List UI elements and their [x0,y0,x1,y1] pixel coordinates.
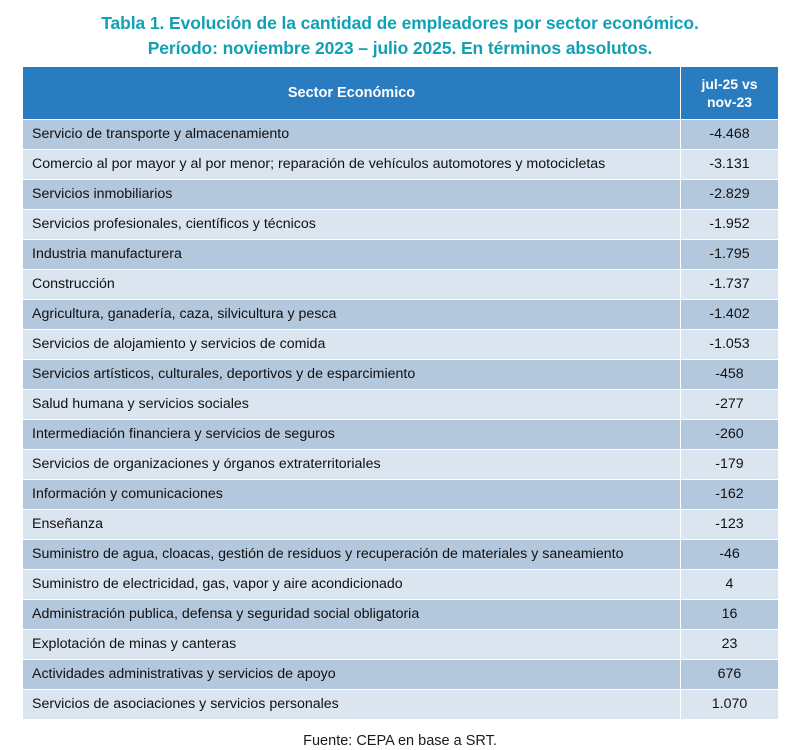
cell-value: 23 [681,630,779,660]
cell-value: -1.053 [681,330,779,360]
table-row [23,360,779,390]
cell-value: -458 [681,360,779,390]
page-title-line-2: Período: noviembre 2023 – julio 2025. En términos absolutos. [147,38,653,58]
cell-sector: Salud humana y servicios sociales [23,390,681,420]
table-row [23,570,779,600]
table-row [23,180,779,210]
cell-sector: Industria manufacturera [23,240,681,270]
cell-sector: Agricultura, ganadería, caza, silvicultura y pesca [23,300,681,330]
cell-sector: Suministro de electricidad, gas, vapor y aire acondicionado [23,570,681,600]
table-header [23,67,779,120]
cell-sector: Administración publica, defensa y seguridad social obligatoria [23,600,681,630]
cell-value: -1.795 [681,240,779,270]
cell-sector: Servicios de asociaciones y servicios personales [23,690,681,720]
cell-value: 1.070 [681,690,779,720]
page-title-line-1: Tabla 1. Evolución de la cantidad de empleadores por sector económico. [101,13,699,33]
table-row [23,510,779,540]
page-title [0,0,800,61]
table-container [22,66,778,720]
cell-sector: Construcción [23,270,681,300]
cell-value: -3.131 [681,150,779,180]
table-row [23,420,779,450]
cell-value: -123 [681,510,779,540]
cell-sector: Servicios de alojamiento y servicios de comida [23,330,681,360]
table-row [23,210,779,240]
cell-value: -46 [681,540,779,570]
cell-sector: Enseñanza [23,510,681,540]
cell-value: -1.737 [681,270,779,300]
cell-sector: Servicio de transporte y almacenamiento [23,120,681,150]
cell-value: -260 [681,420,779,450]
table-row [23,630,779,660]
cell-sector: Intermediación financiera y servicios de seguros [23,420,681,450]
cell-value: -4.468 [681,120,779,150]
cell-value: -179 [681,450,779,480]
cell-sector: Servicios artísticos, culturales, deportivos y de esparcimiento [23,360,681,390]
table-row [23,330,779,360]
cell-value: 16 [681,600,779,630]
cell-sector: Suministro de agua, cloacas, gestión de residuos y recuperación de materiales y saneamiento [23,540,681,570]
table-row [23,300,779,330]
table-row [23,450,779,480]
cell-value: 4 [681,570,779,600]
table-header-row [23,67,779,120]
cell-sector: Servicios profesionales, científicos y técnicos [23,210,681,240]
cell-value: 676 [681,660,779,690]
cell-sector: Comercio al por mayor y al por menor; reparación de vehículos automotores y motocicletas [23,150,681,180]
source-note: Fuente: CEPA en base a SRT. [303,733,497,749]
cell-sector: Servicios inmobiliarios [23,180,681,210]
cell-value: -277 [681,390,779,420]
table-row [23,390,779,420]
cell-sector: Actividades administrativas y servicios de apoyo [23,660,681,690]
table-row [23,540,779,570]
cell-value: -1.402 [681,300,779,330]
cell-value: -162 [681,480,779,510]
table-row [23,480,779,510]
cell-sector: Explotación de minas y canteras [23,630,681,660]
table-body [23,120,779,720]
cell-value: -2.829 [681,180,779,210]
cell-sector: Servicios de organizaciones y órganos extraterritoriales [23,450,681,480]
column-header-value-line-2: nov-23 [706,94,753,110]
table-row [23,690,779,720]
cell-sector: Información y comunicaciones [23,480,681,510]
table-row [23,660,779,690]
table-row [23,600,779,630]
column-header-sector: Sector Económico [23,67,681,120]
column-header-value [681,67,779,120]
table-row [23,240,779,270]
cell-value: -1.952 [681,210,779,240]
table-row [23,270,779,300]
column-header-value-line-1: jul-25 vs [701,76,758,92]
employers-by-sector-table [22,66,779,720]
table-row [23,120,779,150]
table-row [23,150,779,180]
